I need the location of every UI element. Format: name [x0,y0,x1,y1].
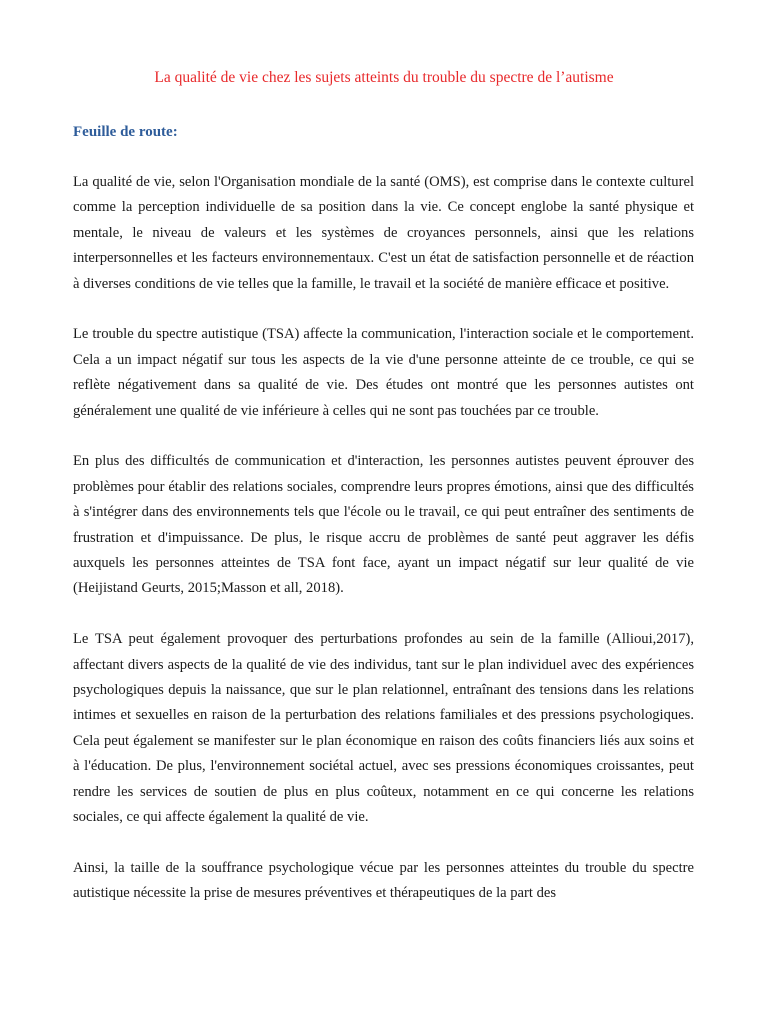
document-title: La qualité de vie chez les sujets atteints du trouble du spectre de l’autisme [154,69,614,86]
paragraph-4: Le TSA peut également provoquer des perturbations profondes au sein de la famille (Allioui,2017), affectant divers aspects de la qualité de vie des individus, tant sur le plan individuel avec des expériences psychologiques depuis la naissance, que sur le plan relationnel, entraînant des tensions dans les relations intimes et sexuelles en raison de la perturbation des relations familiales et des pressions psychologiques. Cela peut également se manifester sur le plan économique en raison des coûts financiers liés aux soins et à l'éducation. De plus, l'environnement sociétal actuel, avec ses pressions économiques croissantes, peut rendre les services de soutien de plus en plus coûteux, notamment en ce qui concerne les relations sociales, ce qui affecte également la qualité de vie. [73,631,694,826]
document-body [73,170,694,932]
paragraph-2: Le trouble du spectre autistique (TSA) affecte la communication, l'interaction sociale et le comportement. Cela a un impact négatif sur tous les aspects de la vie d'une personne atteinte de ce trouble, ce qui se reflète négativement dans sa qualité de vie. Des études ont montré que les personnes autistes ont généralement une qualité de vie inférieure à celles qui ne sont pas touchées par ce trouble. [73,326,694,419]
paragraph-5: Ainsi, la taille de la souffrance psychologique vécue par les personnes atteintes du trouble du spectre autistique nécessite la prise de mesures préventives et thérapeutiques de la part des [73,859,694,902]
section-heading: Feuille de route: [73,124,178,140]
paragraph-1: La qualité de vie, selon l'Organisation mondiale de la santé (OMS), est comprise dans le contexte culturel comme la perception individuelle de sa position dans la vie. Ce concept englobe la santé physique et mentale, le niveau de valeurs et les systèmes de croyances personnels, ainsi que les relations interpersonnelles et les facteurs environnementaux. C'est un état de satisfaction personnelle et de réaction à diverses conditions de vie telles que la famille, le travail et la société de manière efficace et positive. [73,174,694,292]
paragraph-3: En plus des difficultés de communication et d'interaction, les personnes autistes peuvent éprouver des problèmes pour établir des relations sociales, comprendre leurs propres émotions, ainsi que des difficultés à s'intégrer dans des environnements tels que l'école ou le travail, ce qui peut entraîner des sentiments de frustration et d'impuissance. De plus, le risque accru de problèmes de santé peut aggraver les défis auxquels les personnes atteintes de TSA font face, ayant un impact négatif sur leur qualité de vie (Heijistand Geurts, 2015;Masson et all, 2018). [73,453,694,597]
